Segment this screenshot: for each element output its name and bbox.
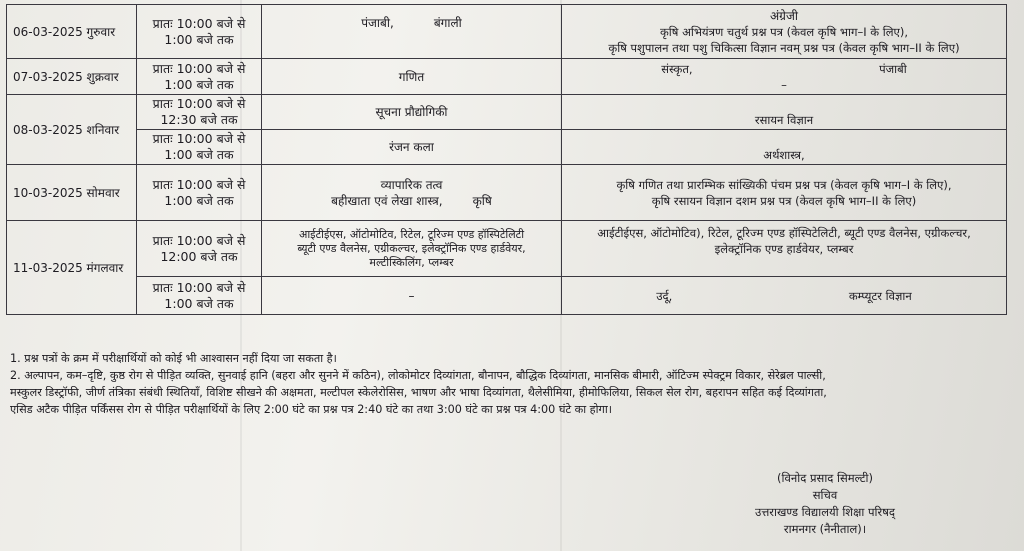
time-from: प्रातः 10:00 बजे से: [152, 60, 246, 76]
subject-cell: [262, 165, 562, 221]
subject-text: इलेक्ट्रॉनिक एण्ड हार्डवेयर, प्लम्बर: [714, 242, 854, 256]
note-2-line-3: एसिड अटैक पीड़ित पर्किंसस रोग से पीड़ित परीक्षार्थियों के लिए 2:00 घंटे का प्रश्न पत्र 2:40 घंटे का तथा 3:00 घंटे का प्रश्न पत्र 4:00 घंटे का होगा।: [10, 403, 612, 416]
subject-cell: सूचना प्रौद्योगिकी: [262, 95, 562, 130]
time-to: 1:00 बजे तक: [164, 147, 234, 162]
time-to: 1:00 बजे तक: [164, 295, 234, 311]
table-row: [7, 130, 1007, 165]
time-cell: [137, 5, 262, 59]
time-from: प्रातः 10:00 बजे से: [152, 96, 246, 111]
time-from: प्रातः 10:00 बजे से: [152, 232, 246, 248]
subject-text: व्यापारिक तत्व: [380, 177, 443, 192]
time-from: प्रातः 10:00 बजे से: [152, 131, 246, 146]
subject-text: कृषि: [472, 193, 492, 208]
table-row: [7, 95, 1007, 130]
note-2-line-2: मस्कुलर डिस्ट्रॉफी, जीर्ण तंत्रिका संबंधी स्थितियाँ, विशिष्ट सीखने की अक्षमता, मल्टीपल स्केलेरोसिस, भाषण और भाषा दिव्यांगता, थैलेसीमिया, हीमोफिलिया, सिकल सेल रोग, बहरापन सहित कई दिव्यांगता,: [10, 386, 827, 399]
time-to: 1:00 बजे तक: [164, 76, 234, 92]
time-to: 1:00 बजे तक: [164, 31, 234, 47]
time-from: प्रातः 10:00 बजे से: [152, 15, 246, 31]
subject-text: बंगाली: [433, 16, 462, 30]
subject-cell: रंजन कला: [262, 130, 562, 165]
table-row: [7, 221, 1007, 277]
subject-text: कम्प्यूटर विज्ञान: [848, 288, 912, 303]
subject-text: बहीखाता एवं लेखा शास्त्र,: [331, 193, 443, 208]
subject-cell: अर्थशास्त्र,: [562, 130, 1007, 165]
time-cell: [137, 59, 262, 95]
time-cell: [137, 95, 262, 130]
table-row: [7, 277, 1007, 315]
subject-cell: [562, 165, 1007, 221]
time-cell: [137, 277, 262, 315]
subject-text: मल्टीस्किलिंग, प्लम्बर: [369, 255, 454, 269]
subject-text: कृषि पशुपालन तथा पशु चिकित्सा विज्ञान नवम् प्रश्न पत्र (केवल कृषि भाग–II के लिए): [608, 40, 960, 55]
subject-cell: [562, 221, 1007, 277]
subject-text: संस्कृत,: [661, 61, 693, 76]
signatory-title: सचिव: [812, 488, 838, 502]
time-cell: [137, 130, 262, 165]
time-cell: [137, 221, 262, 277]
subject-cell: [562, 5, 1007, 59]
subject-text: –: [781, 77, 787, 92]
date-cell: 11-03-2025 मंगलवार: [7, 221, 137, 315]
subject-text: पंजाबी,: [361, 16, 394, 30]
signatory-name: (विनोद प्रसाद सिमल्टी): [777, 471, 873, 485]
subject-cell: [562, 277, 1007, 315]
subject-cell: रसायन विज्ञान: [562, 95, 1007, 130]
time-to: 12:30 बजे तक: [160, 112, 238, 127]
subject-cell: –: [262, 277, 562, 315]
time-to: 1:00 बजे तक: [164, 192, 234, 208]
subject-cell: गणित: [262, 59, 562, 95]
time-from: प्रातः 10:00 बजे से: [152, 176, 246, 192]
date-cell: 08-03-2025 शनिवार: [7, 95, 137, 165]
header-english: अंग्रेजी: [770, 8, 798, 23]
subject-cell: [562, 59, 1007, 95]
table-row: [7, 5, 1007, 59]
date-cell: 06-03-2025 गुरुवार: [7, 5, 137, 59]
exam-schedule-table: [6, 4, 1007, 315]
note-1: 1. प्रश्न पत्रों के क्रम में परीक्षार्थियों को कोई भी आश्वासन नहीं दिया जा सकता है।: [10, 352, 337, 365]
subject-text: आईटीईएस, ऑटोमोटिव, रिटेल, टूरिज्म एण्ड हॉस्पिटेलिटी: [298, 227, 525, 241]
subject-text: पंजाबी: [879, 61, 907, 76]
table-row: [7, 59, 1007, 95]
subject-text: कृषि रसायन विज्ञान दशम प्रश्न पत्र (केवल कृषि भाग–II के लिए): [651, 193, 917, 208]
subject-text: कृषि अभियंत्रण चतुर्थ प्रश्न पत्र (केवल कृषि भाग–I के लिए),: [659, 24, 909, 39]
note-2-line-1: 2. अल्पापन, कम–दृष्टि, कुष्ठ रोग से पीड़ित व्यक्ति, सुनवाई हानि (बहरा और सुनने में कठिन), लोकोमोटर दिव्यांगता, बौनापन, बौद्धिक दिव्यांगता, मानसिक बीमारी, ऑटिज्म स्पेक्ट्रम विकार, सेरेब्रल पाल्सी,: [10, 369, 826, 382]
table-row: [7, 165, 1007, 221]
organization-place: रामनगर (नैनीताल)।: [783, 522, 867, 536]
subject-text: ब्यूटी एण्ड वैलनेस, एग्रीकल्चर, इलेक्ट्रॉनिक एण्ड हार्डवेयर,: [297, 241, 526, 255]
subject-cell: [262, 5, 562, 59]
subject-text: कृषि गणित तथा प्रारम्भिक सांख्यिकी पंचम प्रश्न पत्र (केवल कृषि भाग–I के लिए),: [616, 177, 952, 192]
time-cell: [137, 165, 262, 221]
subject-cell: [262, 221, 562, 277]
date-cell: 07-03-2025 शुक्रवार: [7, 59, 137, 95]
organization-name: उत्तराखण्ड विद्यालयी शिक्षा परिषद्: [755, 505, 895, 519]
subject-text: उर्दू,: [656, 288, 673, 303]
time-from: प्रातः 10:00 बजे से: [152, 279, 246, 295]
signature-block: [740, 470, 910, 538]
date-cell: 10-03-2025 सोमवार: [7, 165, 137, 221]
time-to: 12:00 बजे तक: [160, 248, 238, 264]
subject-text: आईटीईएस, ऑटोमोटिव), रिटेल, टूरिज्म एण्ड हॉस्पिटेलिटी, ब्यूटी एण्ड वैलनेस, एग्रीकल्चर,: [597, 226, 971, 240]
notes-section: [10, 350, 1015, 418]
